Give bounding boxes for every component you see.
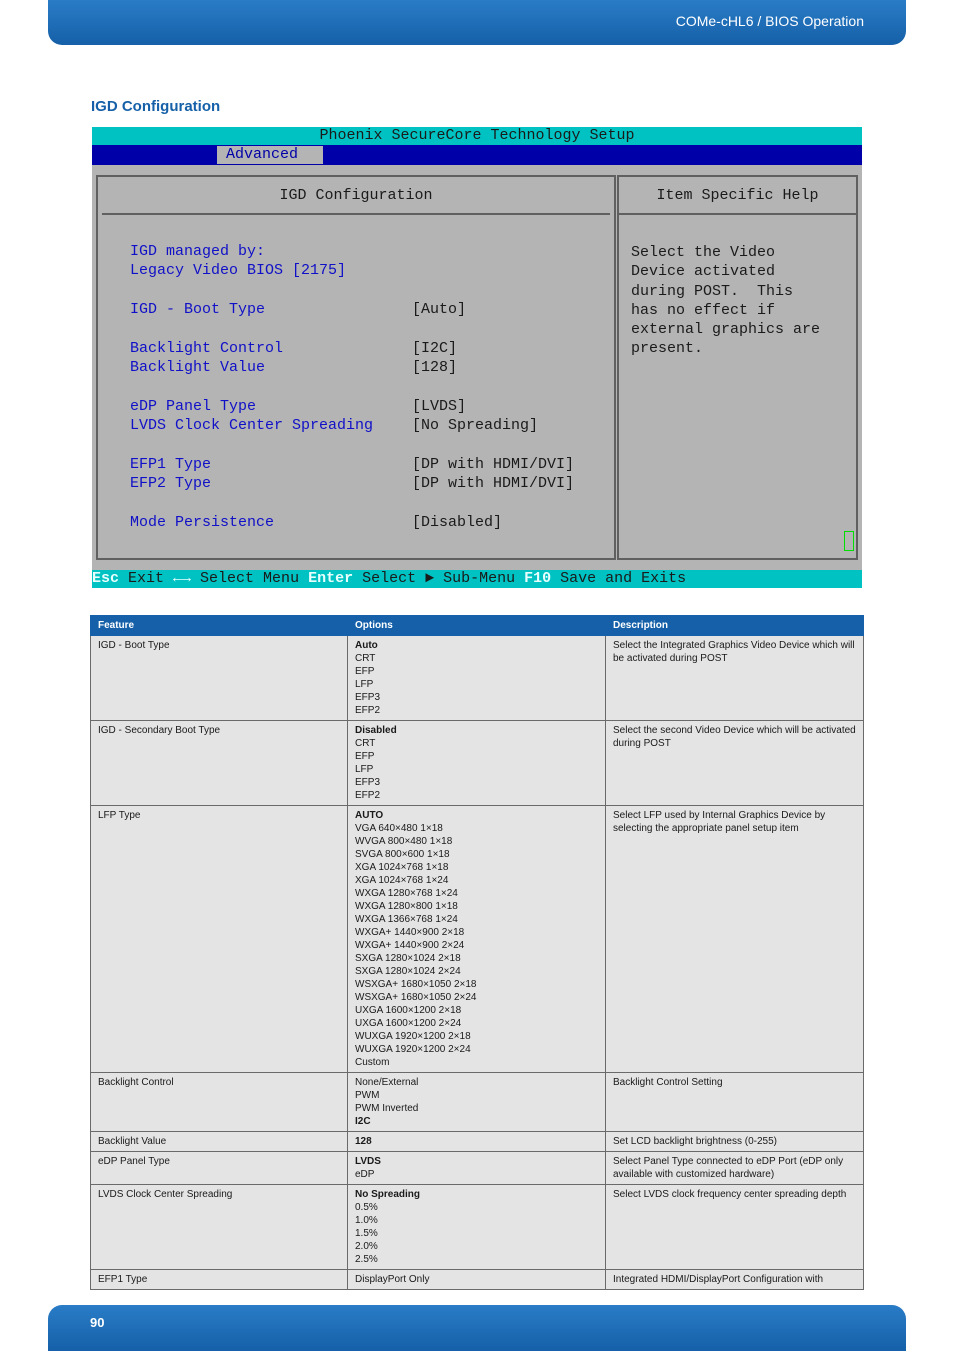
option-item: AUTO xyxy=(355,810,384,821)
key-esc: Esc xyxy=(92,570,120,587)
description-cell: Select Panel Type connected to eDP Port (eDP only available with customized hardware) xyxy=(606,1152,864,1185)
key-desc: Select Menu xyxy=(191,570,309,587)
bios-panel-title: IGD Configuration xyxy=(279,187,433,204)
option-item: PWM Inverted xyxy=(355,1103,419,1114)
bios-item-label: Legacy Video BIOS [2175] xyxy=(130,262,347,279)
option-item: UXGA 1600×1200 2×18 xyxy=(355,1005,462,1016)
option-item: 1.5% xyxy=(355,1228,378,1239)
option-item: SVGA 800×600 1×18 xyxy=(355,849,450,860)
option-item: WXGA 1280×768 1×24 xyxy=(355,888,458,899)
option-item: eDP xyxy=(355,1169,375,1180)
bios-footer xyxy=(92,570,862,588)
column-header: Options xyxy=(348,616,606,636)
option-item: SXGA 1280×1024 2×18 xyxy=(355,953,461,964)
table-row xyxy=(91,1073,864,1132)
bios-title: Phoenix SecureCore Technology Setup xyxy=(92,127,862,145)
option-item: 128 xyxy=(355,1136,372,1147)
bios-item-label[interactable]: EFP2 Type xyxy=(130,475,212,492)
option-item: 0.5% xyxy=(355,1202,378,1213)
key-desc: Select ► Sub-Menu xyxy=(353,570,525,587)
description-cell: Select the second Video Device which will be activated during POST xyxy=(606,721,864,806)
option-item: WVGA 800×480 1×18 xyxy=(355,836,453,847)
option-item: EFP2 xyxy=(355,705,381,716)
options-cell xyxy=(348,721,606,806)
bios-item-label[interactable]: Backlight Value xyxy=(130,359,266,376)
feature-cell: IGD - Boot Type xyxy=(91,636,348,721)
page-number: 90 xyxy=(90,1315,105,1330)
bios-item-value[interactable]: [LVDS] xyxy=(412,398,467,415)
help-text: Select the Video Device activated during POST. This has no effect if external graphics are present. xyxy=(631,244,821,358)
bios-screenshot xyxy=(92,127,862,588)
option-item: None/External xyxy=(355,1077,419,1088)
options-cell xyxy=(348,1185,606,1270)
option-item: Auto xyxy=(355,640,378,651)
options-cell xyxy=(348,1270,606,1290)
feature-cell: Backlight Control xyxy=(91,1073,348,1132)
option-item: CRT xyxy=(355,653,376,664)
bios-item-label[interactable]: IGD - Boot Type xyxy=(130,301,266,318)
feature-cell: LVDS Clock Center Spreading xyxy=(91,1185,348,1270)
table-row xyxy=(91,636,864,721)
option-item: EFP2 xyxy=(355,790,381,801)
option-item: Disabled xyxy=(355,725,397,736)
option-item: 2.5% xyxy=(355,1254,378,1265)
options-cell xyxy=(348,1152,606,1185)
document-title: COMe-cHL6 / BIOS Operation xyxy=(675,13,864,29)
options-cell xyxy=(348,636,606,721)
bios-item-value[interactable]: [DP with HDMI/DVI] xyxy=(412,475,575,492)
table-row xyxy=(91,806,864,1073)
option-item: WXGA 1366×768 1×24 xyxy=(355,914,458,925)
cursor-indicator xyxy=(844,531,854,551)
option-item: No Spreading xyxy=(355,1189,421,1200)
divider xyxy=(619,213,856,215)
feature-cell: LFP Type xyxy=(91,806,348,1073)
feature-table xyxy=(90,615,864,1290)
footer-band xyxy=(48,1305,906,1351)
option-item: 2.0% xyxy=(355,1241,378,1252)
table-row xyxy=(91,721,864,806)
option-item: PWM xyxy=(355,1090,380,1101)
option-item: XGA 1024×768 1×18 xyxy=(355,862,449,873)
bios-item-label: IGD managed by: xyxy=(130,243,266,260)
bios-item-value[interactable]: [Disabled] xyxy=(412,514,503,531)
column-header: Feature xyxy=(91,616,348,636)
option-item: LFP xyxy=(355,764,374,775)
help-panel-title: Item Specific Help xyxy=(656,187,819,204)
description-cell: Select the Integrated Graphics Video Device which will be activated during POST xyxy=(606,636,864,721)
bios-item-label[interactable]: eDP Panel Type xyxy=(130,398,257,415)
header-band xyxy=(48,0,906,45)
key-desc: Save and Exits xyxy=(551,570,687,587)
options-cell xyxy=(348,806,606,1073)
option-item: Custom xyxy=(355,1057,390,1068)
table-row xyxy=(91,1270,864,1290)
feature-cell: IGD - Secondary Boot Type xyxy=(91,721,348,806)
bios-main-panel xyxy=(96,175,616,560)
option-item: LFP xyxy=(355,679,374,690)
option-item: CRT xyxy=(355,738,376,749)
bios-item-value[interactable]: [No Spreading] xyxy=(412,417,539,434)
table-row xyxy=(91,1152,864,1185)
description-cell: Select LVDS clock frequency center spreading depth xyxy=(606,1185,864,1270)
option-item: WXGA+ 1440×900 2×18 xyxy=(355,927,465,938)
key-f10: F10 xyxy=(524,570,552,587)
option-item: WUXGA 1920×1200 2×24 xyxy=(355,1044,471,1055)
option-item: WSXGA+ 1680×1050 2×24 xyxy=(355,992,477,1003)
description-cell: Integrated HDMI/DisplayPort Configuration with xyxy=(606,1270,864,1290)
options-cell xyxy=(348,1132,606,1152)
key-enter: Enter xyxy=(308,570,354,587)
key-desc: Exit xyxy=(119,570,174,587)
option-item: WUXGA 1920×1200 2×18 xyxy=(355,1031,471,1042)
option-item: UXGA 1600×1200 2×24 xyxy=(355,1018,462,1029)
option-item: WXGA+ 1440×900 2×24 xyxy=(355,940,465,951)
divider xyxy=(102,213,610,215)
bios-item-value[interactable]: [128] xyxy=(412,359,458,376)
option-item: WXGA 1280×800 1×18 xyxy=(355,901,458,912)
option-item: DisplayPort Only xyxy=(355,1274,430,1285)
option-item: EFP3 xyxy=(355,692,381,703)
section-title: IGD Configuration xyxy=(91,98,221,115)
option-item: 1.0% xyxy=(355,1215,378,1226)
option-item: EFP xyxy=(355,751,375,762)
feature-cell: Backlight Value xyxy=(91,1132,348,1152)
bios-item-value[interactable]: [DP with HDMI/DVI] xyxy=(412,456,575,473)
description-cell: Select LFP used by Internal Graphics Device by selecting the appropriate panel setup item xyxy=(606,806,864,1073)
option-item: XGA 1024×768 1×24 xyxy=(355,875,449,886)
table-row xyxy=(91,1185,864,1270)
table-header-row xyxy=(91,616,864,636)
bios-item-label[interactable]: EFP1 Type xyxy=(130,456,212,473)
option-item: I2C xyxy=(355,1116,371,1127)
bios-menubar xyxy=(92,145,862,165)
bios-item-value[interactable]: [Auto] xyxy=(412,301,467,318)
tab-advanced[interactable]: Advanced xyxy=(217,146,323,164)
option-item: EFP3 xyxy=(355,777,381,788)
bios-help-panel xyxy=(617,175,858,560)
description-cell: Backlight Control Setting xyxy=(606,1073,864,1132)
table-row xyxy=(91,1132,864,1152)
option-item: WSXGA+ 1680×1050 2×18 xyxy=(355,979,477,990)
option-item: SXGA 1280×1024 2×24 xyxy=(355,966,461,977)
description-cell: Set LCD backlight brightness (0-255) xyxy=(606,1132,864,1152)
bios-item-label[interactable]: LVDS Clock Center Spreading xyxy=(130,417,374,434)
feature-cell: eDP Panel Type xyxy=(91,1152,348,1185)
bios-item-label[interactable]: Mode Persistence xyxy=(130,514,275,531)
option-item: LVDS xyxy=(355,1156,381,1167)
bios-item-value[interactable]: [I2C] xyxy=(412,340,458,357)
key-arrows: ←→ xyxy=(173,570,192,587)
options-cell xyxy=(348,1073,606,1132)
column-header: Description xyxy=(606,616,864,636)
option-item: EFP xyxy=(355,666,375,677)
feature-cell: EFP1 Type xyxy=(91,1270,348,1290)
option-item: VGA 640×480 1×18 xyxy=(355,823,443,834)
bios-item-label[interactable]: Backlight Control xyxy=(130,340,284,357)
